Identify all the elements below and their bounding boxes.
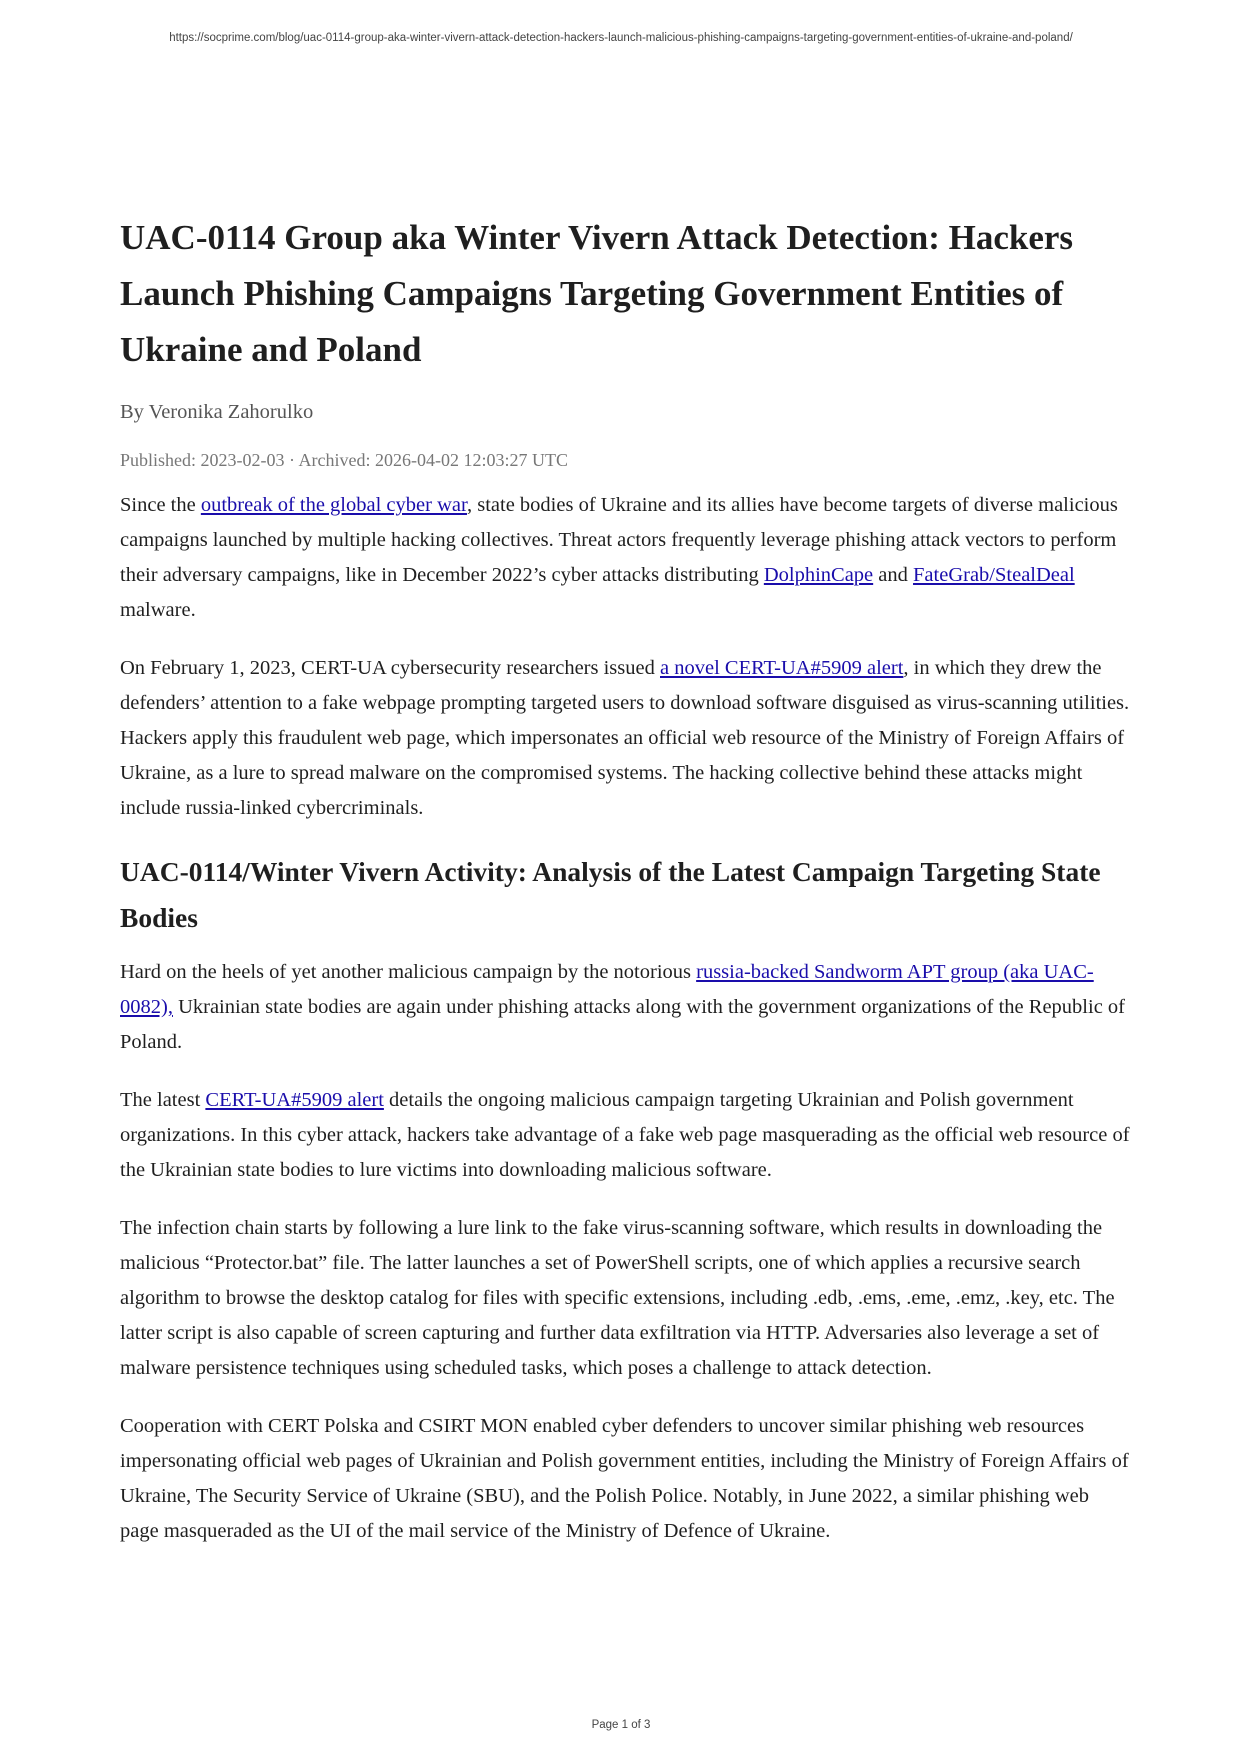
paragraph-6: Cooperation with CERT Polska and CSIRT MON enabled cyber defenders to uncover similar phishing web resources impersonating official web pages of Ukrainian and Polish government entities, including the Ministry of Foreign Affairs of Ukraine, The Security Service of Ukraine (SBU), and the Polish Police. Notably, in June 2022, a similar phishing web page masqueraded as the UI of the mail service of the Ministry of Defence of Ukraine. — [120, 1415, 1129, 1542]
paragraph-3: Hard on the heels of yet another malicious campaign by the notorious russia-backed Sandworm APT group (aka UAC-0082), Ukrainian state bodies are again under phishing attacks along with the government organizations of the Republic of Poland. — [120, 961, 1125, 1053]
link-sandworm-apt[interactable]: russia-backed Sandworm APT group (aka UAC-0082), — [120, 961, 1094, 1018]
paragraph-1: Since the outbreak of the global cyber war, state bodies of Ukraine and its allies have become targets of diverse malicious campaigns launched by multiple hacking collectives. Threat actors frequently leverage phishing attack vectors to perform their adversary campaigns, like in December 2022’s cyber attacks distributing DolphinCape and FateGrab/StealDeal malware. — [120, 494, 1118, 621]
link-cert-ua-5909-alert[interactable]: a novel CERT-UA#5909 alert — [660, 657, 904, 679]
article-byline: By Veronika Zahorulko — [120, 401, 314, 423]
link-global-cyber-war[interactable]: outbreak of the global cyber war — [200, 494, 467, 516]
section-heading: UAC-0114/Winter Vivern Activity: Analysis of the Latest Campaign Targeting State Bodies — [120, 856, 1101, 933]
link-fategrab-stealdeal[interactable]: FateGrab/StealDeal — [913, 564, 1075, 586]
article-title: UAC-0114 Group aka Winter Vivern Attack Detection: Hackers Launch Phishing Campaigns Targeting Government Entities of Ukraine and Poland — [120, 218, 1074, 369]
article-meta: Published: 2023-02-03 · Archived: 2026-04-02 12:03:27 UTC — [120, 450, 568, 470]
page-number: Page 1 of 3 — [591, 1719, 651, 1731]
paragraph-2: On February 1, 2023, CERT-UA cybersecurity researchers issued a novel CERT-UA#5909 alert, in which they drew the defenders’ attention to a fake webpage prompting targeted users to download software disguised as virus-scanning utilities. Hackers apply this fraudulent web page, which impersonates an official web resource of the Ministry of Foreign Affairs of Ukraine, as a lure to spread malware on the compromised systems. The hacking collective behind these attacks might include russia-linked cybercriminals. — [120, 657, 1130, 819]
article — [120, 210, 1130, 1572]
paragraph-5: The infection chain starts by following a lure link to the fake virus-scanning software, which results in downloading the malicious “Protector.bat” file. The latter launches a set of PowerShell scripts, one of which applies a recursive search algorithm to browse the desktop catalog for files with specific extensions, including .edb, .ems, .eme, .emz, .key, etc. The latter script is also capable of screen capturing and further data exfiltration via HTTP. Adversaries also leverage a set of malware persistence techniques using scheduled tasks, which poses a challenge to attack detection. — [120, 1217, 1115, 1379]
link-dolphincape[interactable]: DolphinCape — [763, 564, 874, 586]
link-cert-ua-5909-alert-2[interactable]: CERT-UA#5909 alert — [205, 1089, 384, 1111]
page-url-header: https://socprime.com/blog/uac-0114-group-aka-winter-vivern-attack-detection-hackers-launch-malicious-phishing-campaigns-targeting-government-entities-of-ukraine-and-poland/ — [169, 32, 1073, 44]
paragraph-4: The latest CERT-UA#5909 alert details the ongoing malicious campaign targeting Ukrainian and Polish government organizations. In this cyber attack, hackers take advantage of a fake web page masquerading as the official web resource of the Ukrainian state bodies to lure victims into downloading malicious software. — [120, 1089, 1130, 1181]
